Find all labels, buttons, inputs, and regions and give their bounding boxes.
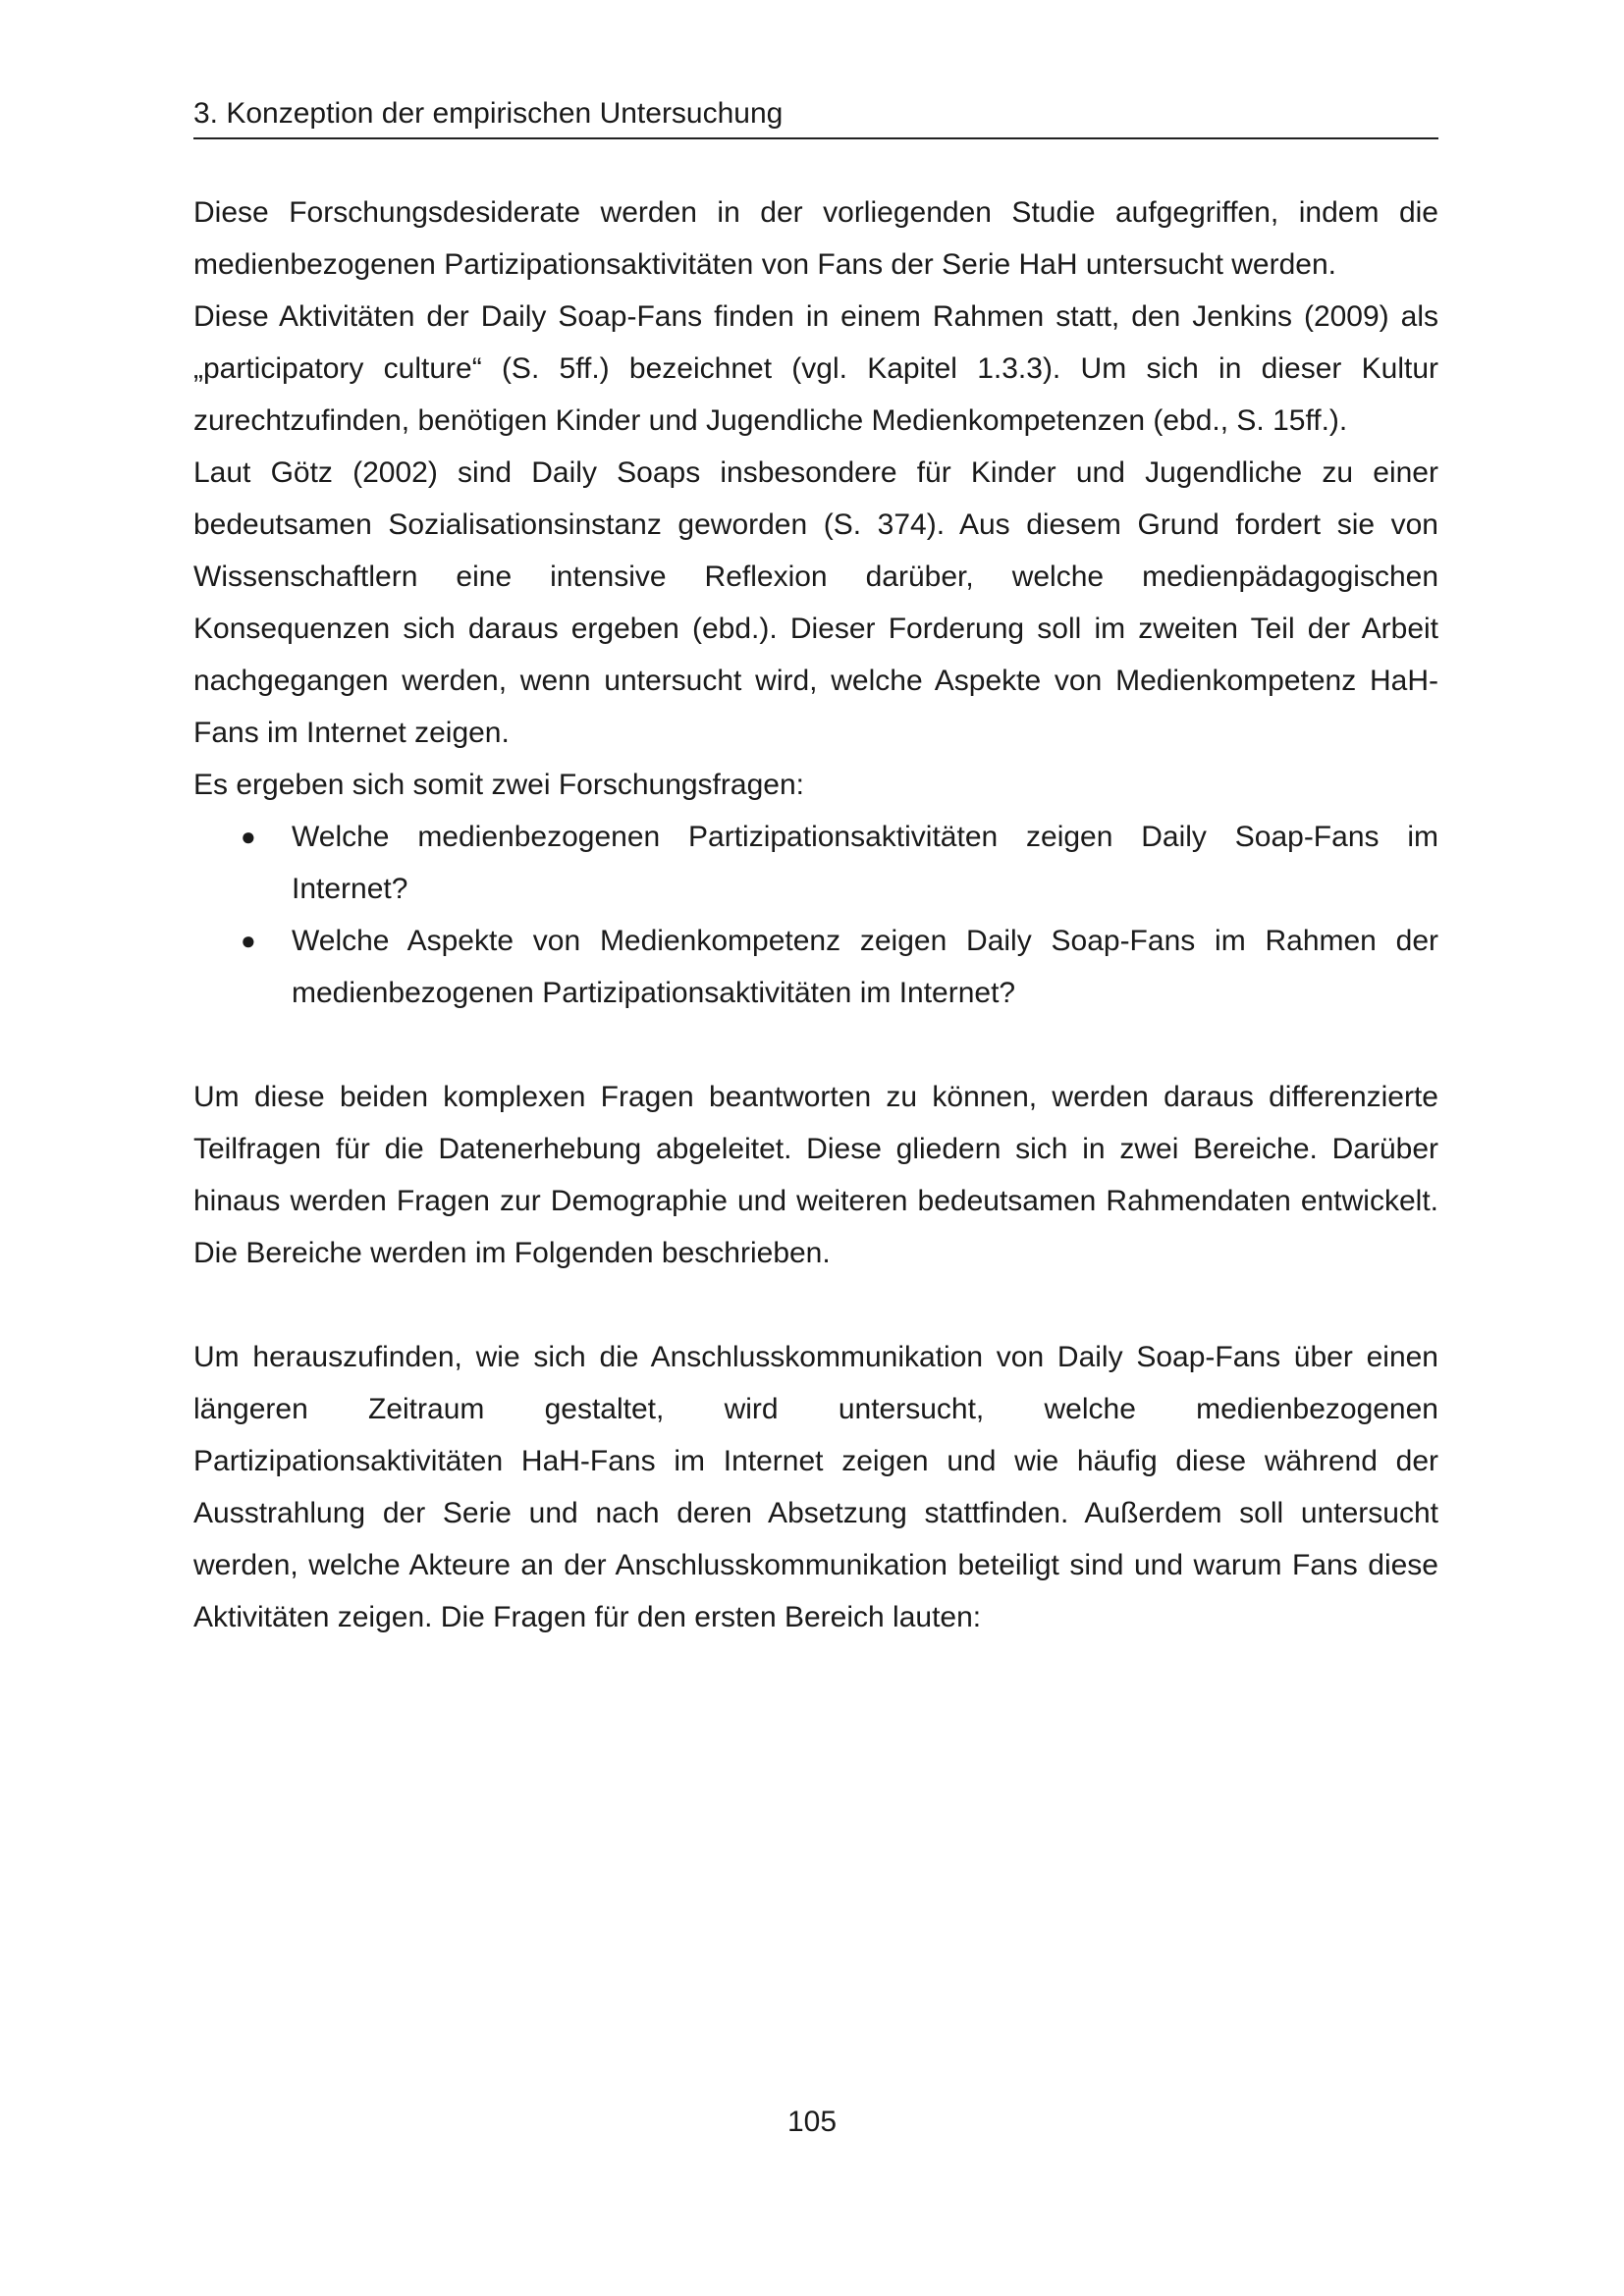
page-number: 105 bbox=[786, 2106, 838, 2138]
paragraph-gap bbox=[193, 1019, 1438, 1071]
research-questions-list bbox=[193, 811, 1438, 1019]
paragraph-socialization: Laut Götz (2002) sind Daily Soaps insbesondere für Kinder und Jugendliche zu einer bedeutsamen Sozialisationsinstanz geworden (S. 374). Aus diesem Grund fordert sie von Wissenschaftlern eine intensive Reflexion darüber, welche medienpädagogischen Konsequenzen sich daraus ergeben (ebd.). Dieser Forderung soll im zweiten Teil der Arbeit nachgegangen werden, wenn untersucht wird, welche Aspekte von Medienkompetenz HaH-Fans im Internet zeigen. bbox=[193, 456, 1438, 749]
main-text bbox=[193, 187, 1438, 1643]
research-question-text: Welche medienbezogenen Partizipationsaktivitäten zeigen Daily Soap-Fans im Internet? bbox=[292, 821, 1438, 905]
paragraph-first-area: Um herauszufinden, wie sich die Anschlusskommunikation von Daily Soap-Fans über einen längeren Zeitraum gestaltet, wird untersucht, welche medienbezogenen Partizipationsaktivitäten HaH-Fans im Internet zeigen und wie häufig diese während der Ausstrahlung der Serie und nach deren Absetzung stattfinden. Außerdem soll untersucht werden, welche Akteure an der Anschlusskommunikation beteiligt sind und warum Fans diese Aktivitäten zeigen. Die Fragen für den ersten Bereich lauten: bbox=[193, 1341, 1438, 1633]
bullet-icon: ● bbox=[241, 822, 256, 851]
running-header: 3. Konzeption der empirischen Untersuchung bbox=[193, 94, 1438, 139]
research-question-1 bbox=[241, 811, 1438, 915]
paragraph-subquestions: Um diese beiden komplexen Fragen beantworten zu können, werden daraus differenzierte Teilfragen für die Datenerhebung abgeleitet. Diese gliedern sich in zwei Bereiche. Darüber hinaus werden Fragen zur Demographie und weiteren bedeutsamen Rahmendaten entwickelt. Die Bereiche werden im Folgenden beschrieben. bbox=[193, 1081, 1438, 1269]
paragraph-research-questions-intro: Es ergeben sich somit zwei Forschungsfragen: bbox=[193, 769, 804, 801]
research-question-text: Welche Aspekte von Medienkompetenz zeigen Daily Soap-Fans im Rahmen der medienbezogenen Partizipationsaktivitäten im Internet? bbox=[292, 925, 1438, 1009]
bullet-icon: ● bbox=[241, 926, 256, 955]
research-question-2 bbox=[241, 915, 1438, 1019]
paragraph-gap bbox=[193, 1279, 1438, 1331]
paragraph-participatory-culture: Diese Aktivitäten der Daily Soap-Fans finden in einem Rahmen statt, den Jenkins (2009) als „participatory culture“ (S. 5ff.) bezeichnet (vgl. Kapitel 1.3.3). Um sich in dieser Kultur zurechtzufinden, benötigen Kinder und Jugendliche Medienkompetenzen (ebd., S. 15ff.). bbox=[193, 300, 1438, 437]
paragraph-research-desiderata: Diese Forschungsdesiderate werden in der vorliegenden Studie aufgegriffen, indem die medienbezogenen Partizipationsaktivitäten von Fans der Serie HaH untersucht werden. bbox=[193, 196, 1438, 281]
